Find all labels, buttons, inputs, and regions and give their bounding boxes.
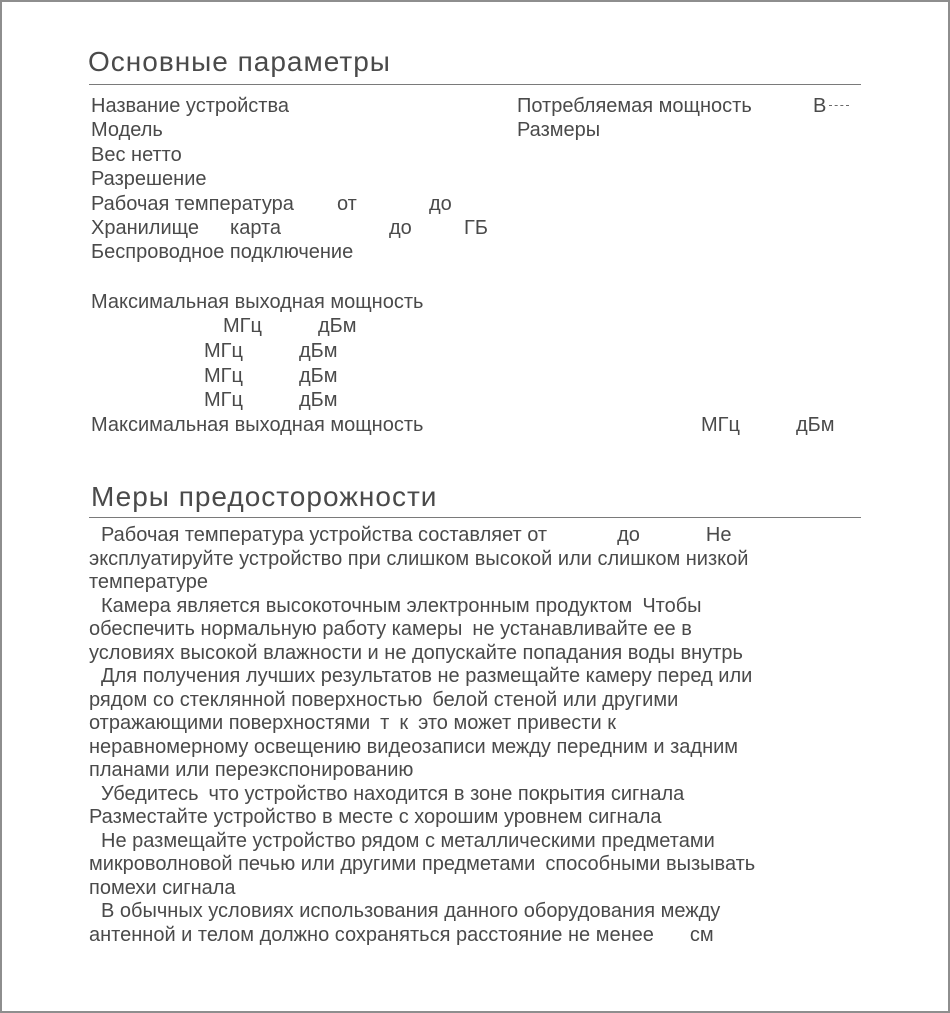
power-unit: дБм [299, 365, 338, 387]
power-unit: дБм [318, 315, 357, 337]
precaution-item: Для получения лучших результатов не размещайте камеру перед или рядом со стеклянной поверхностью белой стеной или другими отражающими поверхностями т к это может привести к неравномерному освещению видеозаписи между передним и задним планами или переэкспонированию [89, 665, 753, 781]
net-weight-label: Вес нетто [91, 144, 182, 166]
freq-unit: МГц [204, 365, 243, 387]
operating-temp-from: от [337, 193, 357, 215]
wireless-label: Беспроводное подключение [91, 241, 354, 263]
storage-card: карта [230, 217, 282, 239]
main-params-rule [89, 84, 861, 85]
model-label: Модель [91, 119, 163, 141]
precaution-item: Камера является высокоточным электронным продуктом Чтобы обеспечить нормальную работу камеры не устанавливайте ее в условиях высокой влажности и не допускайте попадания воды внутрь [89, 594, 743, 664]
max-output-power-label: Максимальная выходная мощность [91, 291, 424, 313]
precaution-item: Не размещайте устройство рядом с металлическими предметами микроволновой печью или другими предметами способными вызывать помехи сигнала [89, 829, 756, 899]
freq-unit: МГц [204, 389, 243, 411]
operating-temp-to: до [429, 193, 452, 215]
storage-label: Хранилище [91, 217, 199, 239]
operating-temp-label: Рабочая температура [91, 193, 294, 215]
precaution-item: Убедитесь что устройство находится в зоне покрытия сигнала Разместайте устройство в месте с хорошим уровнем сигнала [89, 782, 685, 828]
precautions-list [89, 524, 889, 947]
power-unit: дБм [299, 389, 338, 411]
precaution-item: В обычных условиях использования данного оборудования между антенной и телом должно сохраняться расстояние не менее см [89, 900, 721, 946]
power-consumption-label: Потребляемая мощность [517, 95, 752, 117]
device-name-label: Название устройства [91, 95, 289, 117]
precautions-rule [89, 517, 861, 518]
max-output-power-label: Максимальная выходная мощность [91, 414, 424, 436]
dimensions-label: Размеры [517, 119, 601, 141]
dc-symbol-icon [829, 105, 849, 106]
storage-to: до [389, 217, 412, 239]
freq-unit: МГц [701, 414, 740, 436]
precaution-item: Рабочая температура устройства составляет от до Не эксплуатируйте устройство при слишком высокой или слишком низкой температуре [89, 524, 749, 593]
precautions-title: Меры предосторожности [91, 481, 438, 512]
main-params-title: Основные параметры [88, 46, 391, 77]
freq-unit: МГц [223, 315, 262, 337]
volt-unit: В [813, 95, 827, 117]
power-unit: дБм [796, 414, 835, 436]
resolution-label: Разрешение [91, 168, 207, 190]
freq-unit: МГц [204, 340, 243, 362]
power-unit: дБм [299, 340, 338, 362]
storage-gb: ГБ [464, 217, 488, 239]
